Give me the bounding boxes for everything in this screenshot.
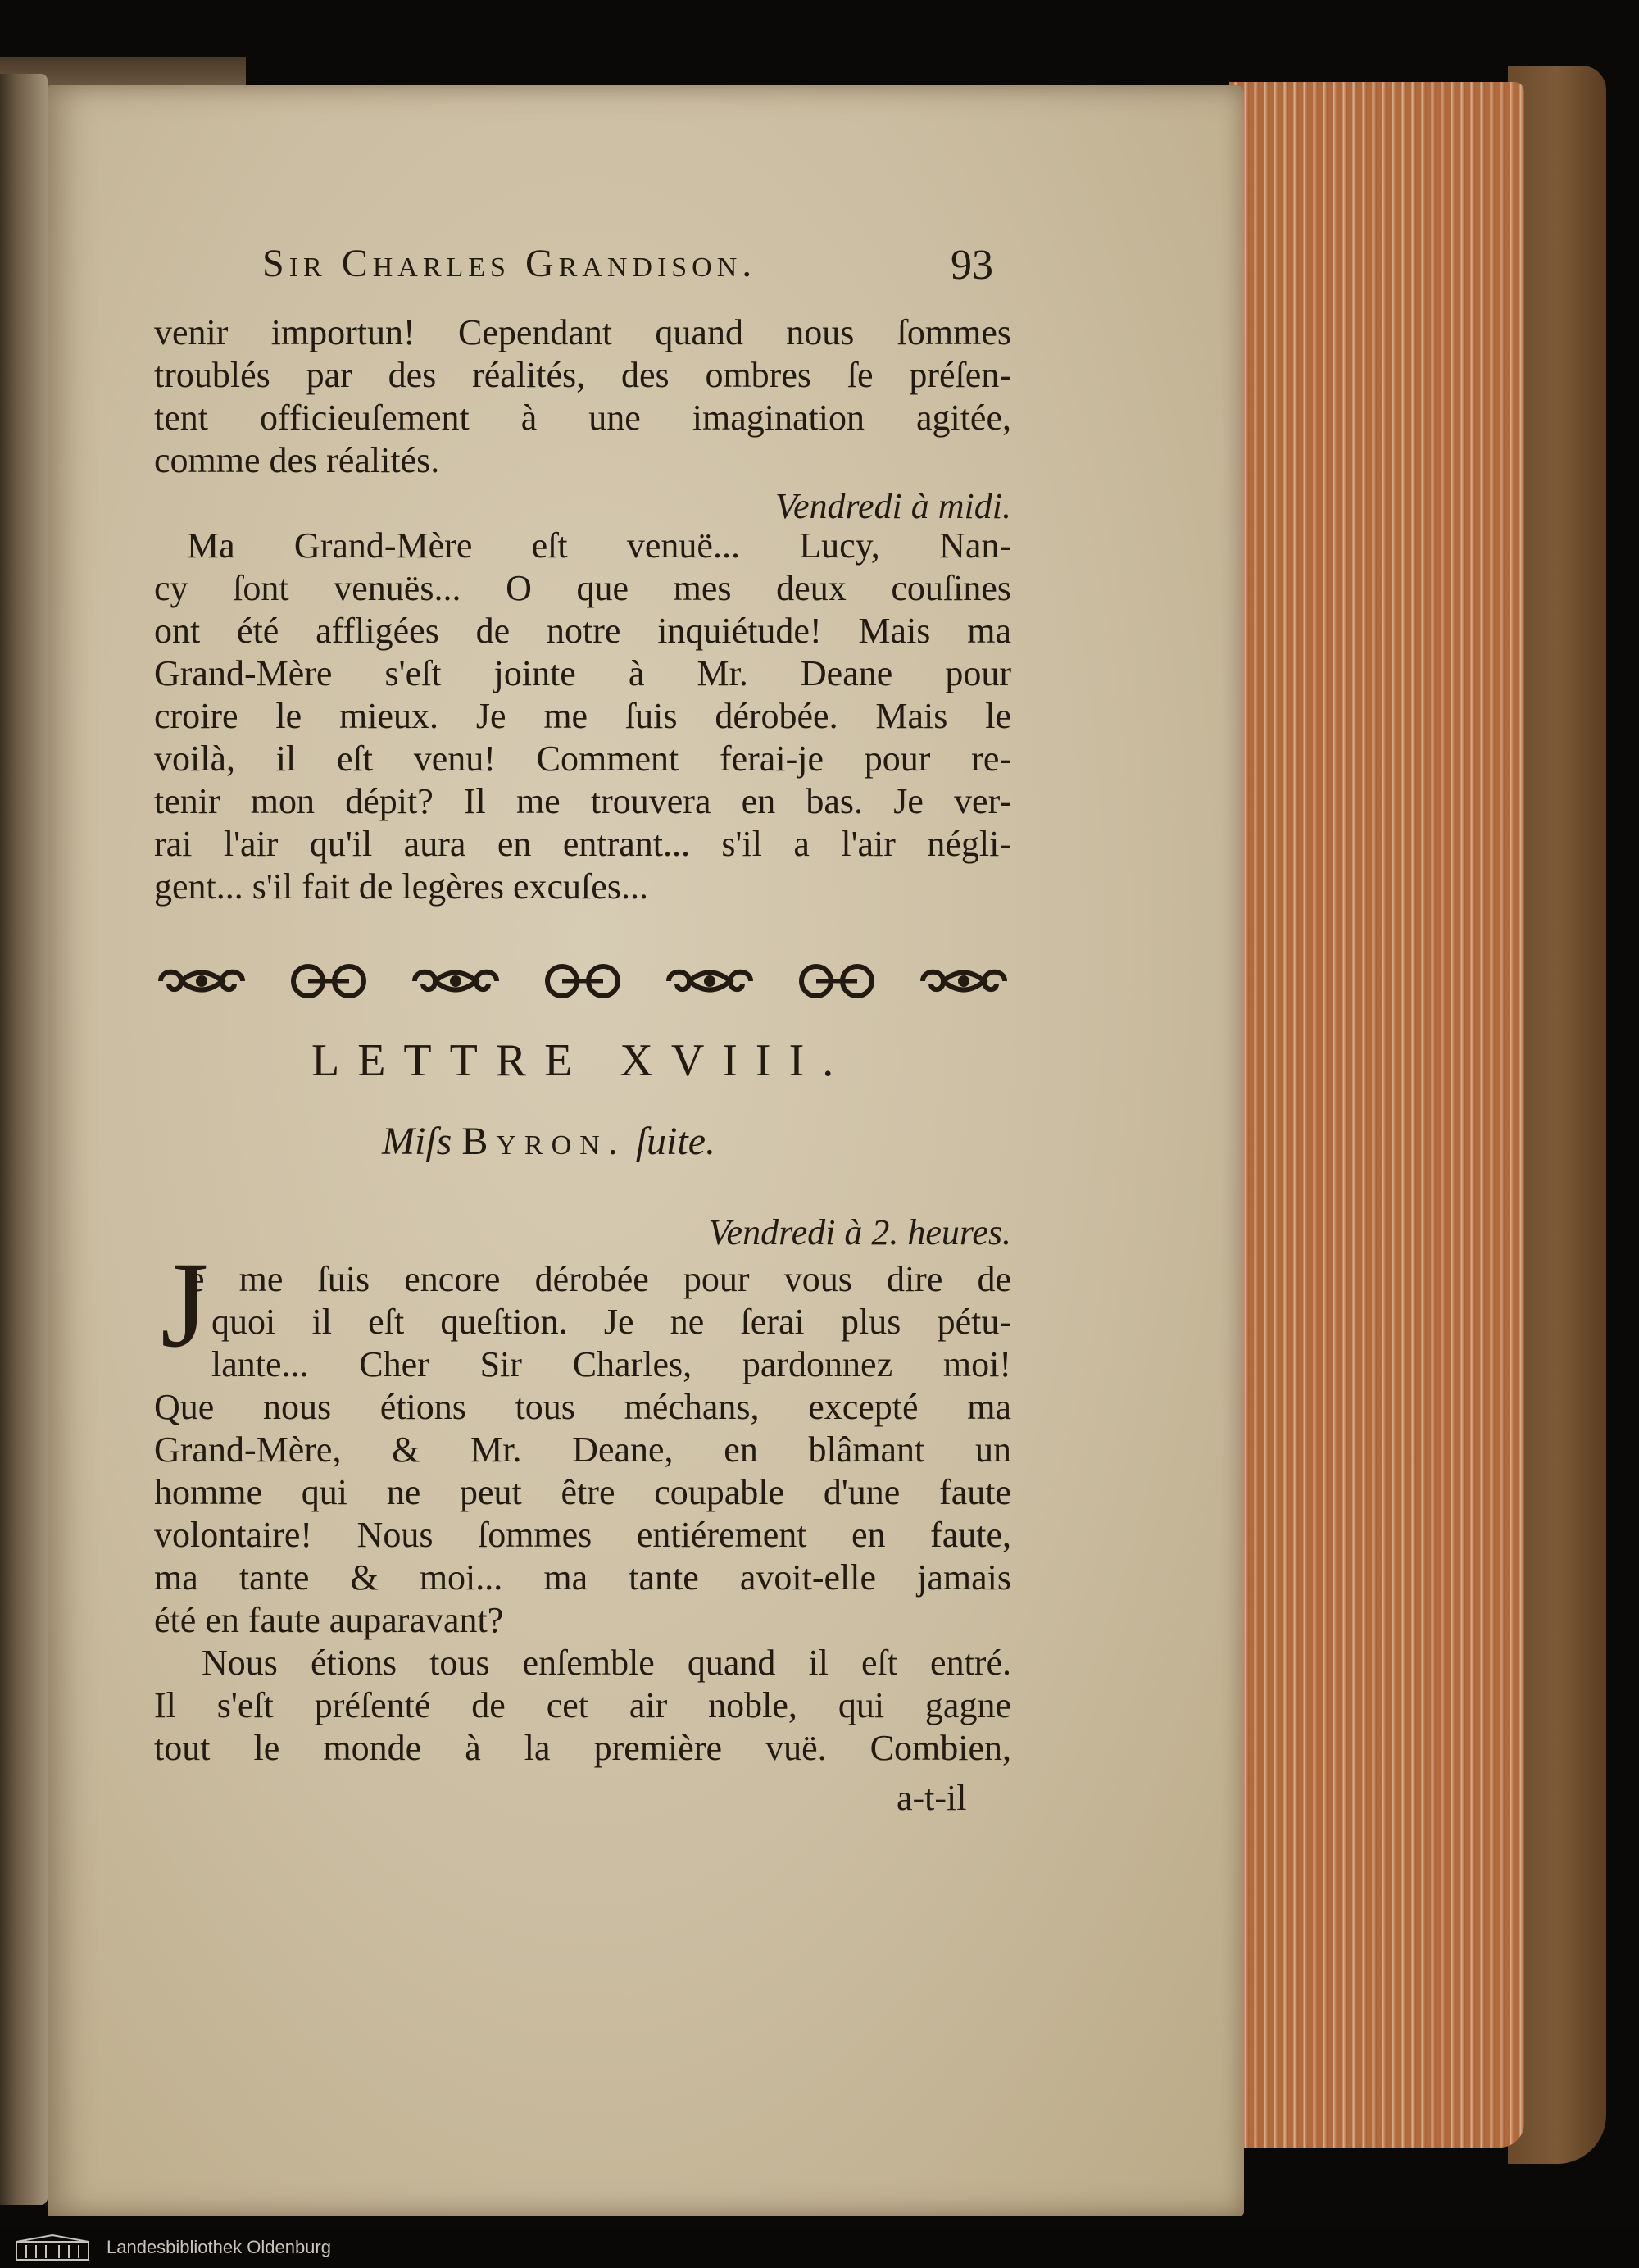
text-line: ont été affligées de notre inquiétude! Mais ma: [154, 611, 1011, 651]
text-line: ma tante & moi... ma tante avoit-elle jamais: [154, 1557, 1011, 1598]
running-head-title: Sir Charles Grandison.: [262, 242, 757, 285]
paragraph-3: [154, 1237, 1011, 1642]
printer-ornament-band: [152, 952, 1013, 1010]
scroll-ornament-icon: [533, 962, 632, 1000]
text-line: venir importun! Cependant quand nous ſommes: [154, 312, 1011, 352]
text-line: croire le mieux. Je me ſuis dérobée. Mais le: [154, 696, 1011, 736]
text-line: Nous étions tous enſemble quand il eſt entré.: [202, 1643, 1011, 1683]
scroll-ornament-icon: [915, 962, 1013, 1000]
scroll-ornament-icon: [661, 962, 759, 1000]
dateline-midi: Vendredi à midi.: [775, 486, 1011, 526]
drop-cap: J: [161, 1237, 209, 1373]
text-line: volontaire! Nous ſommes entiérement en faute,: [154, 1515, 1011, 1555]
paragraph-4: [154, 1642, 1011, 1770]
letter-subheading: [382, 1119, 715, 1164]
text-line: Que nous étions tous méchans, excepté ma: [154, 1387, 1011, 1427]
page-edges: [1229, 82, 1524, 2148]
text-line: Grand-Mère s'eſt jointe à Mr. Deane pour: [154, 653, 1011, 693]
letter-heading: LETTRE XVIII.: [311, 1035, 852, 1086]
text-line: Grand-Mère, & Mr. Deane, en blâmant un: [154, 1429, 1011, 1470]
text-line: quoi il eſt queſtion. Je ne ſerai plus pétu-: [211, 1302, 1011, 1342]
scroll-ornament-icon: [279, 962, 378, 1000]
text-line: Il s'eſt préſenté de cet air noble, qui gagne: [154, 1685, 1011, 1725]
text-line: homme qui ne peut être coupable d'une faute: [154, 1472, 1011, 1512]
scroll-ornament-icon: [406, 962, 505, 1000]
catchword: a-t-il: [897, 1778, 967, 1818]
text-line: Ma Grand-Mère eſt venuë... Lucy, Nan-: [187, 525, 1011, 566]
footer-bar: [0, 2227, 1639, 2268]
letter-sub-name: Byron.: [461, 1120, 626, 1163]
paragraph-2: [154, 525, 1011, 908]
text-line: voilà, il eſt venu! Comment ferai-je pour re-: [154, 739, 1011, 779]
page-number: 93: [951, 242, 993, 289]
text-line: tout le monde à la première vuë. Combien,: [154, 1728, 1011, 1768]
text-line: gent... s'il fait de legères excuſes...: [154, 866, 648, 907]
text-line: comme des réalités.: [154, 440, 440, 480]
library-building-icon: [15, 2234, 90, 2261]
text-line: rai l'air qu'il aura en entrant... s'il a l'air négli-: [154, 824, 1011, 864]
left-page-edge: [0, 74, 48, 2205]
letter-sub-suite: ſuite.: [635, 1120, 716, 1163]
text-line: lante... Cher Sir Charles, pardonnez moi!: [211, 1344, 1011, 1384]
text-line: e me ſuis encore dérobée pour vous dire de: [188, 1259, 1011, 1299]
text-line: cy ſont venuës... O que mes deux couſines: [154, 568, 1011, 608]
scroll-ornament-icon: [152, 962, 251, 1000]
letter-sub-miss: Miſs: [382, 1120, 452, 1163]
text-line: tenir mon dépit? Il me trouvera en bas. Je ver-: [154, 781, 1011, 821]
library-credit: Landesbibliothek Oldenburg: [107, 2237, 331, 2257]
text-line: été en faute auparavant?: [154, 1600, 504, 1640]
text-line: troublés par des réalités, des ombres ſe préſen-: [154, 355, 1011, 395]
dateline-heures: Vendredi à 2. heures.: [708, 1212, 1011, 1252]
text-line: tent officieuſement à une imagination agitée,: [154, 398, 1011, 438]
paragraph-1: [154, 311, 1011, 482]
scroll-ornament-icon: [788, 962, 886, 1000]
